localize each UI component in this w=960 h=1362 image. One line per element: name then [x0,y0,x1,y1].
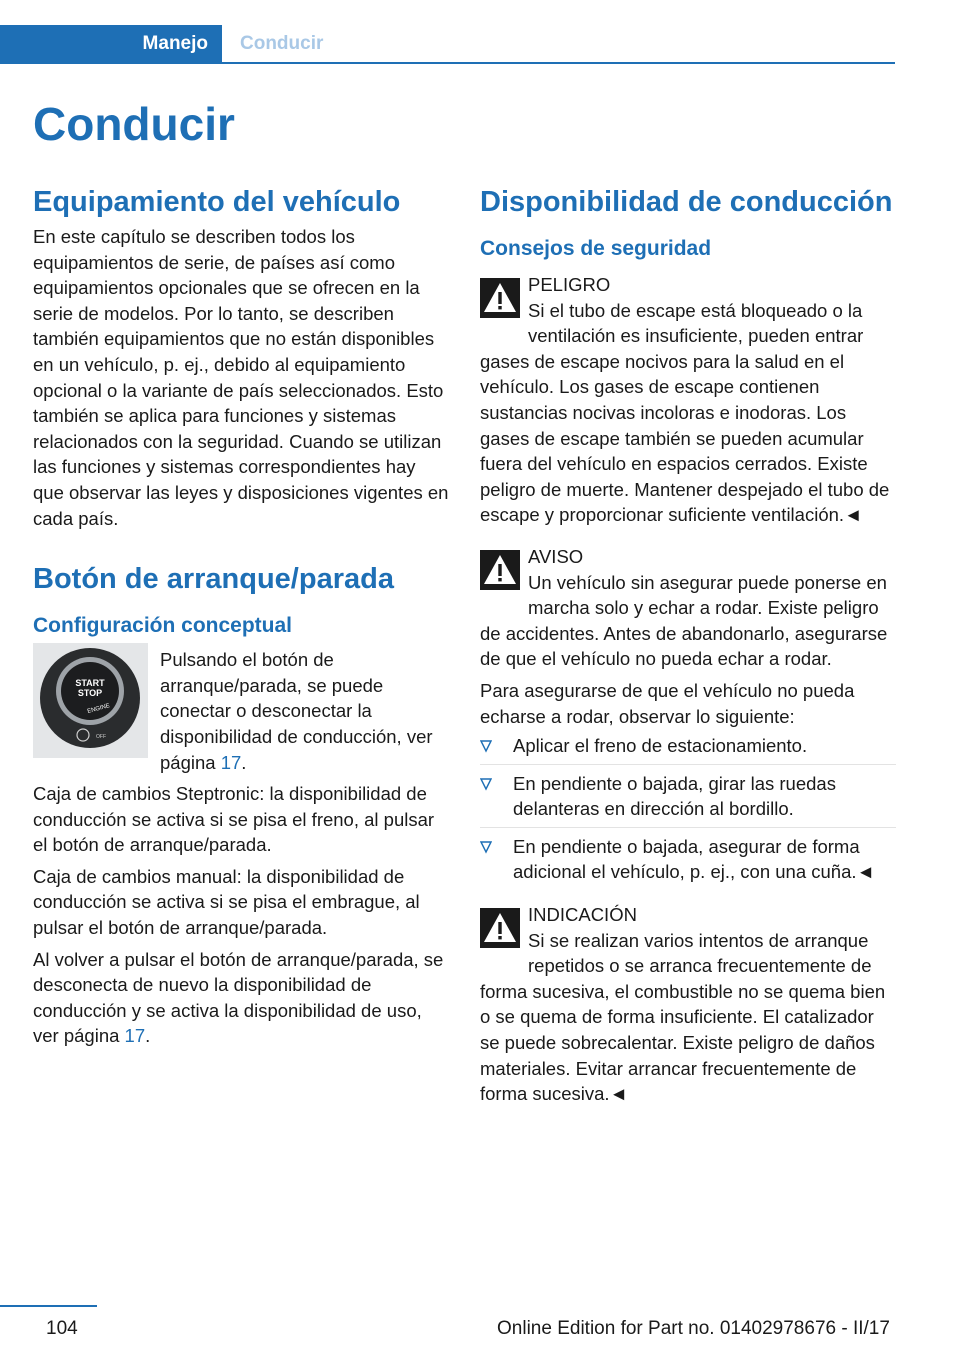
start-stop-heading: Botón de arranque/parada [33,563,394,596]
off-label: OFF [96,734,106,741]
start-stop-paragraph-3: Caja de cambios manual: la disponibilidad de conducción se activa si se pisa el embrague, al pulsar el botón de arranque/parada. [33,865,420,939]
triangle-bullet-icon [480,840,492,854]
footer-rule [0,1305,97,1307]
start-stop-button-image [33,643,148,758]
warning-danger [480,272,896,528]
equipment-heading: Equipamiento del vehículo [33,186,401,218]
warning-triangle-icon [480,278,520,318]
warning-notice-text: Un vehículo sin asegurar puede ponerse en marcha solo y echar a rodar. Existe peligro de accidentes. Antes de abandonarlo, asegurarse de que el vehículo no pueda echar a rodar. [480,571,888,670]
page-link-17[interactable]: 17 [220,751,242,773]
warning-notice [480,544,896,672]
right-column [480,186,896,1107]
warning-danger-text: Si el tubo de escape está bloqueado o la ventilación es insuficiente, pueden entrar gases de escape nocivos para la salud en el vehículo. Los gases de escape contienen sustancias nocivas incoloras e inodoras. Los gases de escape también se pueden acumular fuera del vehículo en espacios cerrados. Existe peligro de muerte. Mantener despejado el tubo de escape y proporcionar suficiente ventilación.◄ [480,299,890,526]
equipment-paragraph: En este capítulo se describen todos los equipamientos de serie, de países así como equipamientos opcionales que se ofrecen en la serie de modelos. Por lo tanto, se describen también equipamientos que no están disponibles en un vehículo, p. ej., debido al equipamiento opcional o la variante de país seleccionados. Esto también se aplica para funciones y sistemas relacionados con la seguridad. Cuando se utilizan las funciones y sistemas correspondientes hay que observar las leyes y disposiciones vigentes en cada país. [33,226,449,529]
list-item: Aplicar el freno de estacionamiento. [480,733,896,765]
page-title: Conducir [33,98,235,150]
list-intro: Para asegurarse de que el vehículo no pueda echarse a rodar, observar lo siguiente: [480,679,855,727]
warning-indication-title: INDICACIÓN [528,904,637,926]
warning-triangle-icon [480,550,520,590]
start-stop-paragraph-4: Al volver a pulsar el botón de arranque/parada, se desconecta de nuevo la disponibilidad de conducción y se activa la disponibilidad de uso, ver página 17. [33,948,444,1047]
precautions-list [480,733,896,890]
edition-footer: Online Edition for Part no. 01402978676 - II/17 [497,1318,890,1339]
concept-heading: Configuración conceptual [33,614,293,638]
list-item: En pendiente o bajada, girar las ruedas delanteras en dirección al bordillo. [480,771,896,828]
triangle-bullet-icon [480,739,492,753]
safety-tips-heading: Consejos de seguridad [480,237,712,260]
start-stop-paragraph-1: Pulsando el botón de arranque/parada, se puede conectar o desconectar la disponibilidad de conducción, ver página 17. [160,649,433,773]
stop-label: STOP [77,688,103,699]
tab-conducir[interactable]: Conducir [240,33,324,54]
driving-readiness-heading: Disponibilidad de conducción [480,186,893,218]
list-item: En pendiente o bajada, asegurar de forma adicional el vehículo, p. ej., con una cuña.◄ [480,834,896,890]
start-stop-paragraph-2: Caja de cambios Steptronic: la disponibilidad de conducción se activa si se pisa el freno, al pulsar el botón de arranque/parada. [33,783,435,856]
engine-label: ENGINE [86,703,111,716]
chapter-header [0,25,895,64]
warning-indication-text: Si se realizan varios intentos de arranque repetidos o se arranca frecuentemente de forma sucesiva, el combustible no se quema bien o se quema de forma insuficiente. El catalizador se puede sobrecalentar. Existe peligro de daños materiales. Evitar arrancar frecuentemente de forma sucesiva.◄ [480,929,886,1105]
warning-indication [480,902,896,1107]
start-label: START [75,678,105,689]
tab-manejo[interactable]: Manejo [0,25,222,62]
warning-triangle-icon [480,908,520,948]
warning-notice-title: AVISO [528,545,584,567]
warning-danger-title: PELIGRO [528,274,611,295]
page-number: 104 [46,1318,78,1339]
triangle-bullet-icon [480,777,492,791]
page-link-17-second[interactable]: 17 [124,1025,146,1047]
left-column [33,186,449,1049]
